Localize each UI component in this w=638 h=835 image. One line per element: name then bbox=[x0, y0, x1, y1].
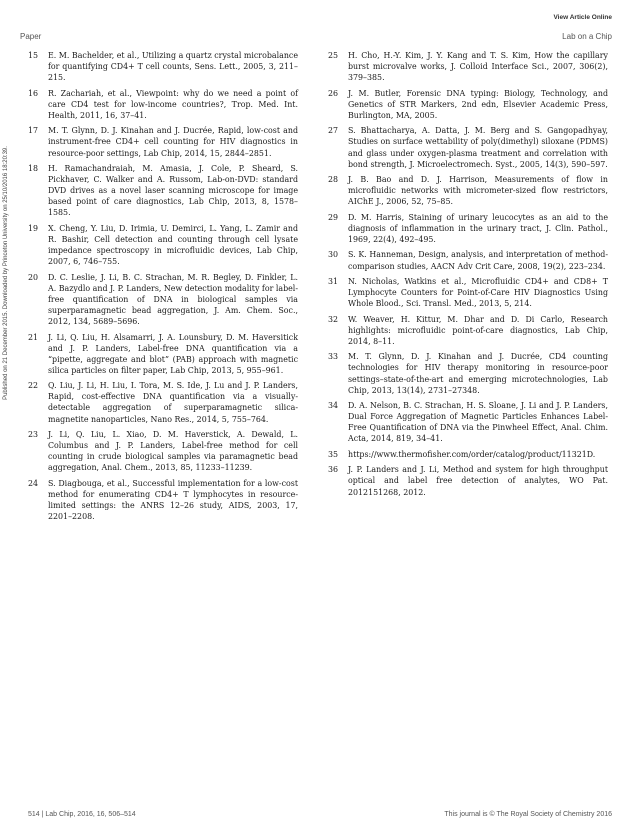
reference-item bbox=[28, 50, 298, 83]
reference-text: N. Nicholas, Watkins et al., Microfluidic CD4+ and CD8+ T Lymphocyte Counters for Point-of-Care HIV Diagnostics Using Whole Blood., Sci. Transl. Med., 2013, 5, 214. bbox=[348, 277, 608, 309]
reference-number: 20 bbox=[28, 272, 39, 282]
reference-text: H. Cho, H.-Y. Kim, J. Y. Kang and T. S. Kim, How the capillary burst microvalve works, J. Colloid Interface Sci., 2007, 306(2), 379–385. bbox=[348, 51, 608, 83]
reference-text: Q. Liu, J. Li, H. Liu, I. Tora, M. S. Ide, J. Lu and J. P. Landers, Rapid, cost-effective DNA quantification via a visually-detectable aggregation of superparamagnetic silica-magnetite nanoparticles, Nano Res., 2014, 5, 755–764. bbox=[48, 381, 298, 424]
references-left-column bbox=[28, 50, 298, 527]
reference-text: D. M. Harris, Staining of urinary leucocytes as an aid to the diagnosis of inflammation in the urinary tract, J. Clin. Pathol., 1969, 22(4), 492–495. bbox=[348, 212, 608, 244]
reference-number: 30 bbox=[328, 250, 339, 260]
reference-text: W. Weaver, H. Kittur, M. Dhar and D. Di Carlo, Research highlights: microfluidic point-of-care diagnostics, Lab Chip, 2014, 8–11. bbox=[348, 314, 608, 346]
reference-number: 31 bbox=[328, 277, 339, 287]
reference-text: https://www.thermofisher.com/order/catalog/product/11321D. bbox=[348, 449, 596, 459]
reference-number: 35 bbox=[328, 449, 339, 459]
reference-item bbox=[28, 332, 298, 376]
footer-citation: 514 | Lab Chip, 2016, 16, 506–514 bbox=[28, 811, 136, 818]
reference-number: 16 bbox=[28, 88, 39, 98]
reference-item bbox=[28, 272, 298, 327]
reference-text: M. T. Glynn, D. J. Kinahan and J. Ducrée, CD4 counting technologies for HIV therapy monitoring in resource-poor settings–state-of-the-art and emerging microtechnologies, Lab Chip, 2013, 13(14), 2731–27348. bbox=[348, 352, 608, 395]
reference-number: 15 bbox=[28, 51, 39, 60]
reference-text: J. M. Butler, Forensic DNA typing: Biology, Technology, and Genetics of STR Markers, 2nd edn, Elsevier Academic Press, Burlington, MA, 2005. bbox=[348, 88, 608, 120]
header-section-label: Paper bbox=[20, 32, 42, 41]
reference-text: R. Zachariah, et al., Viewpoint: why do we need a point of care CD4 test for low-income countries?, Trop. Med. Int. Health, 2011, 16, 37–41. bbox=[48, 88, 298, 120]
header-journal-name: Lab on a Chip bbox=[562, 32, 612, 41]
reference-item bbox=[328, 351, 608, 395]
reference-item bbox=[28, 163, 298, 218]
reference-text: S. Bhattacharya, A. Datta, J. M. Berg and S. Gangopadhyay, Studies on surface wettability of poly(dimethyl) siloxane (PDMS) and glass under oxygen-plasma treatment and correlation with bond strength, J. Microelectromech. Syst., 2005, 14(3), 590–597. bbox=[348, 126, 608, 169]
publication-side-note bbox=[1, 40, 11, 510]
footer-copyright: This journal is © The Royal Society of Chemistry 2016 bbox=[444, 811, 612, 818]
reference-text: H. Ramachandraiah, M. Amasia, J. Cole, P. Sheard, S. Pickhaver, C. Walker and A. Russom, Lab-on-DVD: standard DVD drives as a novel laser scanning microscope for image based point of care diagnostics, Lab Chip, 2013, 8, 1578–1585. bbox=[48, 164, 298, 218]
reference-item bbox=[328, 449, 608, 460]
reference-item bbox=[328, 400, 608, 444]
reference-text: J. B. Bao and D. J. Harrison, Measurements of flow in microfluidic networks with micrometer-sized flow restrictors, AIChE J., 2006, 52, 75–85. bbox=[348, 175, 608, 207]
reference-text: S. K. Hanneman, Design, analysis, and interpretation of method-comparison studies, AACN Adv Crit Care, 2008, 19(2), 223–234. bbox=[348, 250, 608, 271]
reference-number: 33 bbox=[328, 352, 339, 362]
reference-item bbox=[28, 88, 298, 121]
reference-text: X. Cheng, Y. Liu, D. Irimia, U. Demirci, L. Yang, L. Zamir and R. Bashir, Cell detection and counting through cell lysate impedance spectroscopy in microfluidic devices, Lab Chip, 2007, 6, 746–755. bbox=[48, 223, 298, 267]
reference-number: 36 bbox=[328, 465, 339, 475]
reference-number: 18 bbox=[28, 164, 39, 174]
reference-number: 32 bbox=[328, 314, 339, 324]
reference-number: 21 bbox=[28, 332, 39, 342]
reference-item bbox=[328, 50, 608, 83]
reference-item bbox=[328, 276, 608, 309]
reference-item bbox=[328, 464, 608, 497]
reference-number: 22 bbox=[28, 381, 39, 391]
reference-text: S. Diagbouga, et al., Successful implementation for a low-cost method for enumerating CD4+ T lymphocytes in resource-limited settings: the ANRS 12–26 study, AIDS, 2003, 17, 2201–2208. bbox=[48, 478, 298, 522]
reference-item bbox=[28, 429, 298, 473]
reference-item bbox=[328, 249, 608, 271]
view-article-online-link[interactable]: View Article Online bbox=[553, 14, 612, 21]
reference-number: 29 bbox=[328, 212, 339, 222]
reference-item bbox=[328, 125, 608, 169]
reference-item bbox=[328, 174, 608, 207]
reference-number: 25 bbox=[328, 51, 339, 60]
reference-number: 34 bbox=[328, 401, 339, 411]
reference-item bbox=[28, 223, 298, 267]
reference-item bbox=[28, 125, 298, 158]
reference-item bbox=[28, 380, 298, 424]
reference-text: J. Li, Q. Liu, H. Alsamarri, J. A. Lounsbury, D. M. Haversitick and J. P. Landers, Label-free DNA quantification via a “pipette, aggregate and blot” (PAB) approach with magnetic silica particles on filter paper, Lab Chip, 2013, 5, 955–961. bbox=[48, 332, 298, 375]
reference-text: D. A. Nelson, B. C. Strachan, H. S. Sloane, J. Li and J. P. Landers, Dual Force Aggregation of Magnetic Particles Enhances Label-Free Quantification of DNA via the Pinwheel Effect, Anal. Chim. Acta, 2014, 819, 34–41. bbox=[348, 401, 608, 444]
reference-item bbox=[328, 314, 608, 347]
reference-number: 23 bbox=[28, 430, 39, 440]
reference-text: D. C. Leslie, J. Li, B. C. Strachan, M. R. Begley, D. Finkler, L. A. Bazydlo and J. P. Landers, New detection modality for label-free quantification of DNA in biological samples via superparamagnetic bead aggregation, J. Am. Chem. Soc., 2012, 134, 5689–5696. bbox=[48, 272, 299, 327]
reference-number: 19 bbox=[28, 223, 39, 233]
reference-number: 24 bbox=[28, 478, 39, 488]
reference-number: 26 bbox=[328, 88, 339, 98]
references-right-column bbox=[328, 50, 608, 502]
reference-text: M. T. Glynn, D. J. Kinahan and J. Ducrée, Rapid, low-cost and instrument-free CD4+ cell counting for HIV diagnostics in resource-poor settings, Lab Chip, 2014, 15, 2844–2851. bbox=[48, 126, 298, 158]
reference-item bbox=[328, 212, 608, 245]
reference-number: 28 bbox=[328, 175, 339, 185]
reference-text: J. P. Landers and J. Li, Method and system for high throughput optical and label free detection of analytes, WO Pat. 2012151268, 2012. bbox=[348, 465, 608, 497]
reference-text: J. Li, Q. Liu, L. Xiao, D. M. Haverstick, A. Dewald, L. Columbus and J. P. Landers, Label-free method for cell counting in crude biological samples via paramagnetic bead aggregation, Anal. Chem., 2013, 85, 11233–11239. bbox=[48, 430, 298, 473]
reference-item bbox=[328, 88, 608, 121]
reference-number: 27 bbox=[328, 126, 339, 136]
reference-number: 17 bbox=[28, 126, 39, 136]
side-note-text: Published on 21 December 2015. Downloaded by Princeton University on 25/10/2016 18:20:39. bbox=[3, 146, 9, 400]
reference-item bbox=[28, 478, 298, 522]
reference-text: E. M. Bachelder, et al., Utilizing a quartz crystal microbalance for quantifying CD4+ T cell counts, Sens. Lett., 2005, 3, 211–215. bbox=[48, 51, 298, 83]
